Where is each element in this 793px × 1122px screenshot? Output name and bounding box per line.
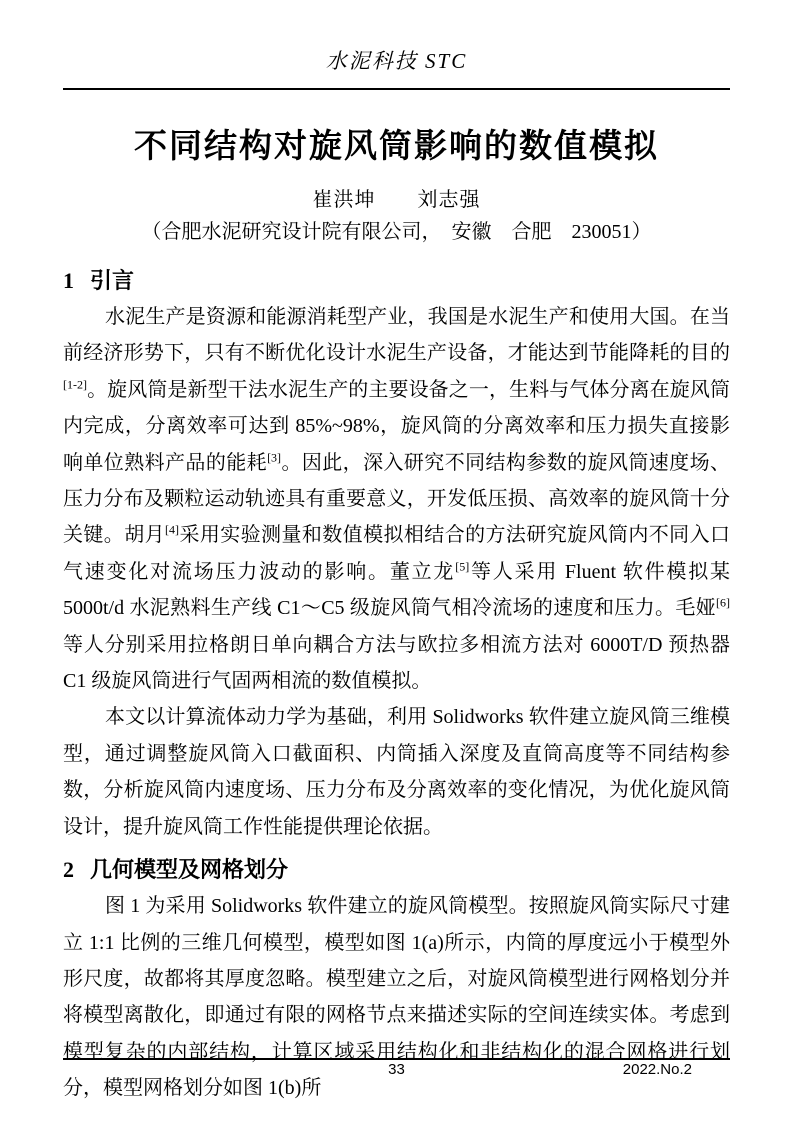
citation-superscript: [5] bbox=[455, 559, 470, 574]
text-run: 图 1 为采用 Solidworks 软件建立的旋风筒模型。按照旋风筒实际尺寸建立 1:1 比例的三维几何模型，模型如图 1(a)所示，内筒的厚度远小于模型外形尺度，故都将其厚度忽略。模型建立之后，对旋风筒模型进行网格划分并将模型离散化，即通过有限的网格节点来描述实际的空间连续实体。考虑到模型复杂的内部结构，计算区域采用结构化和非结构化的混合网格进行划分，模型网格划分如图 1(b)所 bbox=[63, 895, 730, 1100]
section-number: 2 bbox=[63, 857, 74, 883]
text-run: 本文以计算流体动力学为基础，利用 Solidworks 软件建立旋风筒三维模型，通过调整旋风筒入口截面积、内筒插入深度及直筒高度等不同结构参数，分析旋风筒内速度场、压力分布及分离效率的变化情况，为优化旋风筒设计，提升旋风筒工作性能提供理论依据。 bbox=[63, 706, 730, 838]
running-head: 水泥科技 STC bbox=[325, 49, 468, 73]
article-body bbox=[0, 266, 793, 1107]
header-rule bbox=[63, 88, 730, 90]
authors-line: 崔洪坤 刘志强 bbox=[312, 189, 481, 211]
citation-superscript: [4] bbox=[165, 522, 180, 537]
section-heading bbox=[63, 855, 730, 885]
text-run: 等人分别采用拉格朗日单向耦合方法与欧拉多相流方法对 6000T/D 预热器 C1 级旋风筒进行气固两相流的数值模拟。 bbox=[63, 633, 730, 693]
page-number: 33 bbox=[388, 1061, 405, 1078]
section-introduction bbox=[63, 266, 730, 845]
section-number: 1 bbox=[63, 268, 74, 293]
issue-label: 2022.No.2 bbox=[622, 1061, 692, 1078]
paragraph bbox=[63, 699, 730, 845]
citation-superscript: [3] bbox=[267, 449, 282, 464]
article-title: 不同结构对旋风筒影响的数值模拟 bbox=[134, 127, 659, 164]
text-run: 。因此，深入研究不同结构参数的旋风筒速度场、压力分布及颗粒运动轨迹具有重要意义，开发低压损、高效率的旋风筒十分关键。胡月 bbox=[63, 451, 730, 547]
paragraph bbox=[63, 299, 730, 699]
affiliation-line: （合肥水泥研究设计院有限公司， 安徽 合肥 230051） bbox=[141, 221, 652, 243]
section-heading-text: 几何模型及网格划分 bbox=[90, 857, 289, 883]
footer-rule bbox=[63, 1058, 730, 1060]
section-heading bbox=[63, 266, 730, 296]
page-footer bbox=[63, 1061, 730, 1083]
citation-superscript: [6] bbox=[716, 595, 730, 610]
text-run: 水泥生产是资源和能源消耗型产业，我国是水泥生产和使用大国。在当前经济形势下，只有不断优化设计水泥生产设备，才能达到节能降耗的目的 bbox=[63, 306, 730, 365]
section-heading-text: 引言 bbox=[90, 268, 135, 293]
citation-superscript: [1-2] bbox=[63, 377, 87, 392]
text-run: 。旋风筒是新型干法水泥生产的主要设备之一，生料与气体分离在旋风筒内完成，分离效率可达到 85%~98%，旋风筒的分离效率和压力损失直接影响单位熟料产品的能耗 bbox=[63, 378, 730, 474]
text-run: 等人采用 Fluent 软件模拟某 5000t/d 水泥熟料生产线 C1～C5 级旋风筒气相冷流场的速度和压力。毛娅 bbox=[63, 560, 730, 620]
text-run: 采用实验测量和数值模拟相结合的方法研究旋风筒内不同入口气速变化对流场压力波动的影响。董立龙 bbox=[63, 524, 730, 583]
